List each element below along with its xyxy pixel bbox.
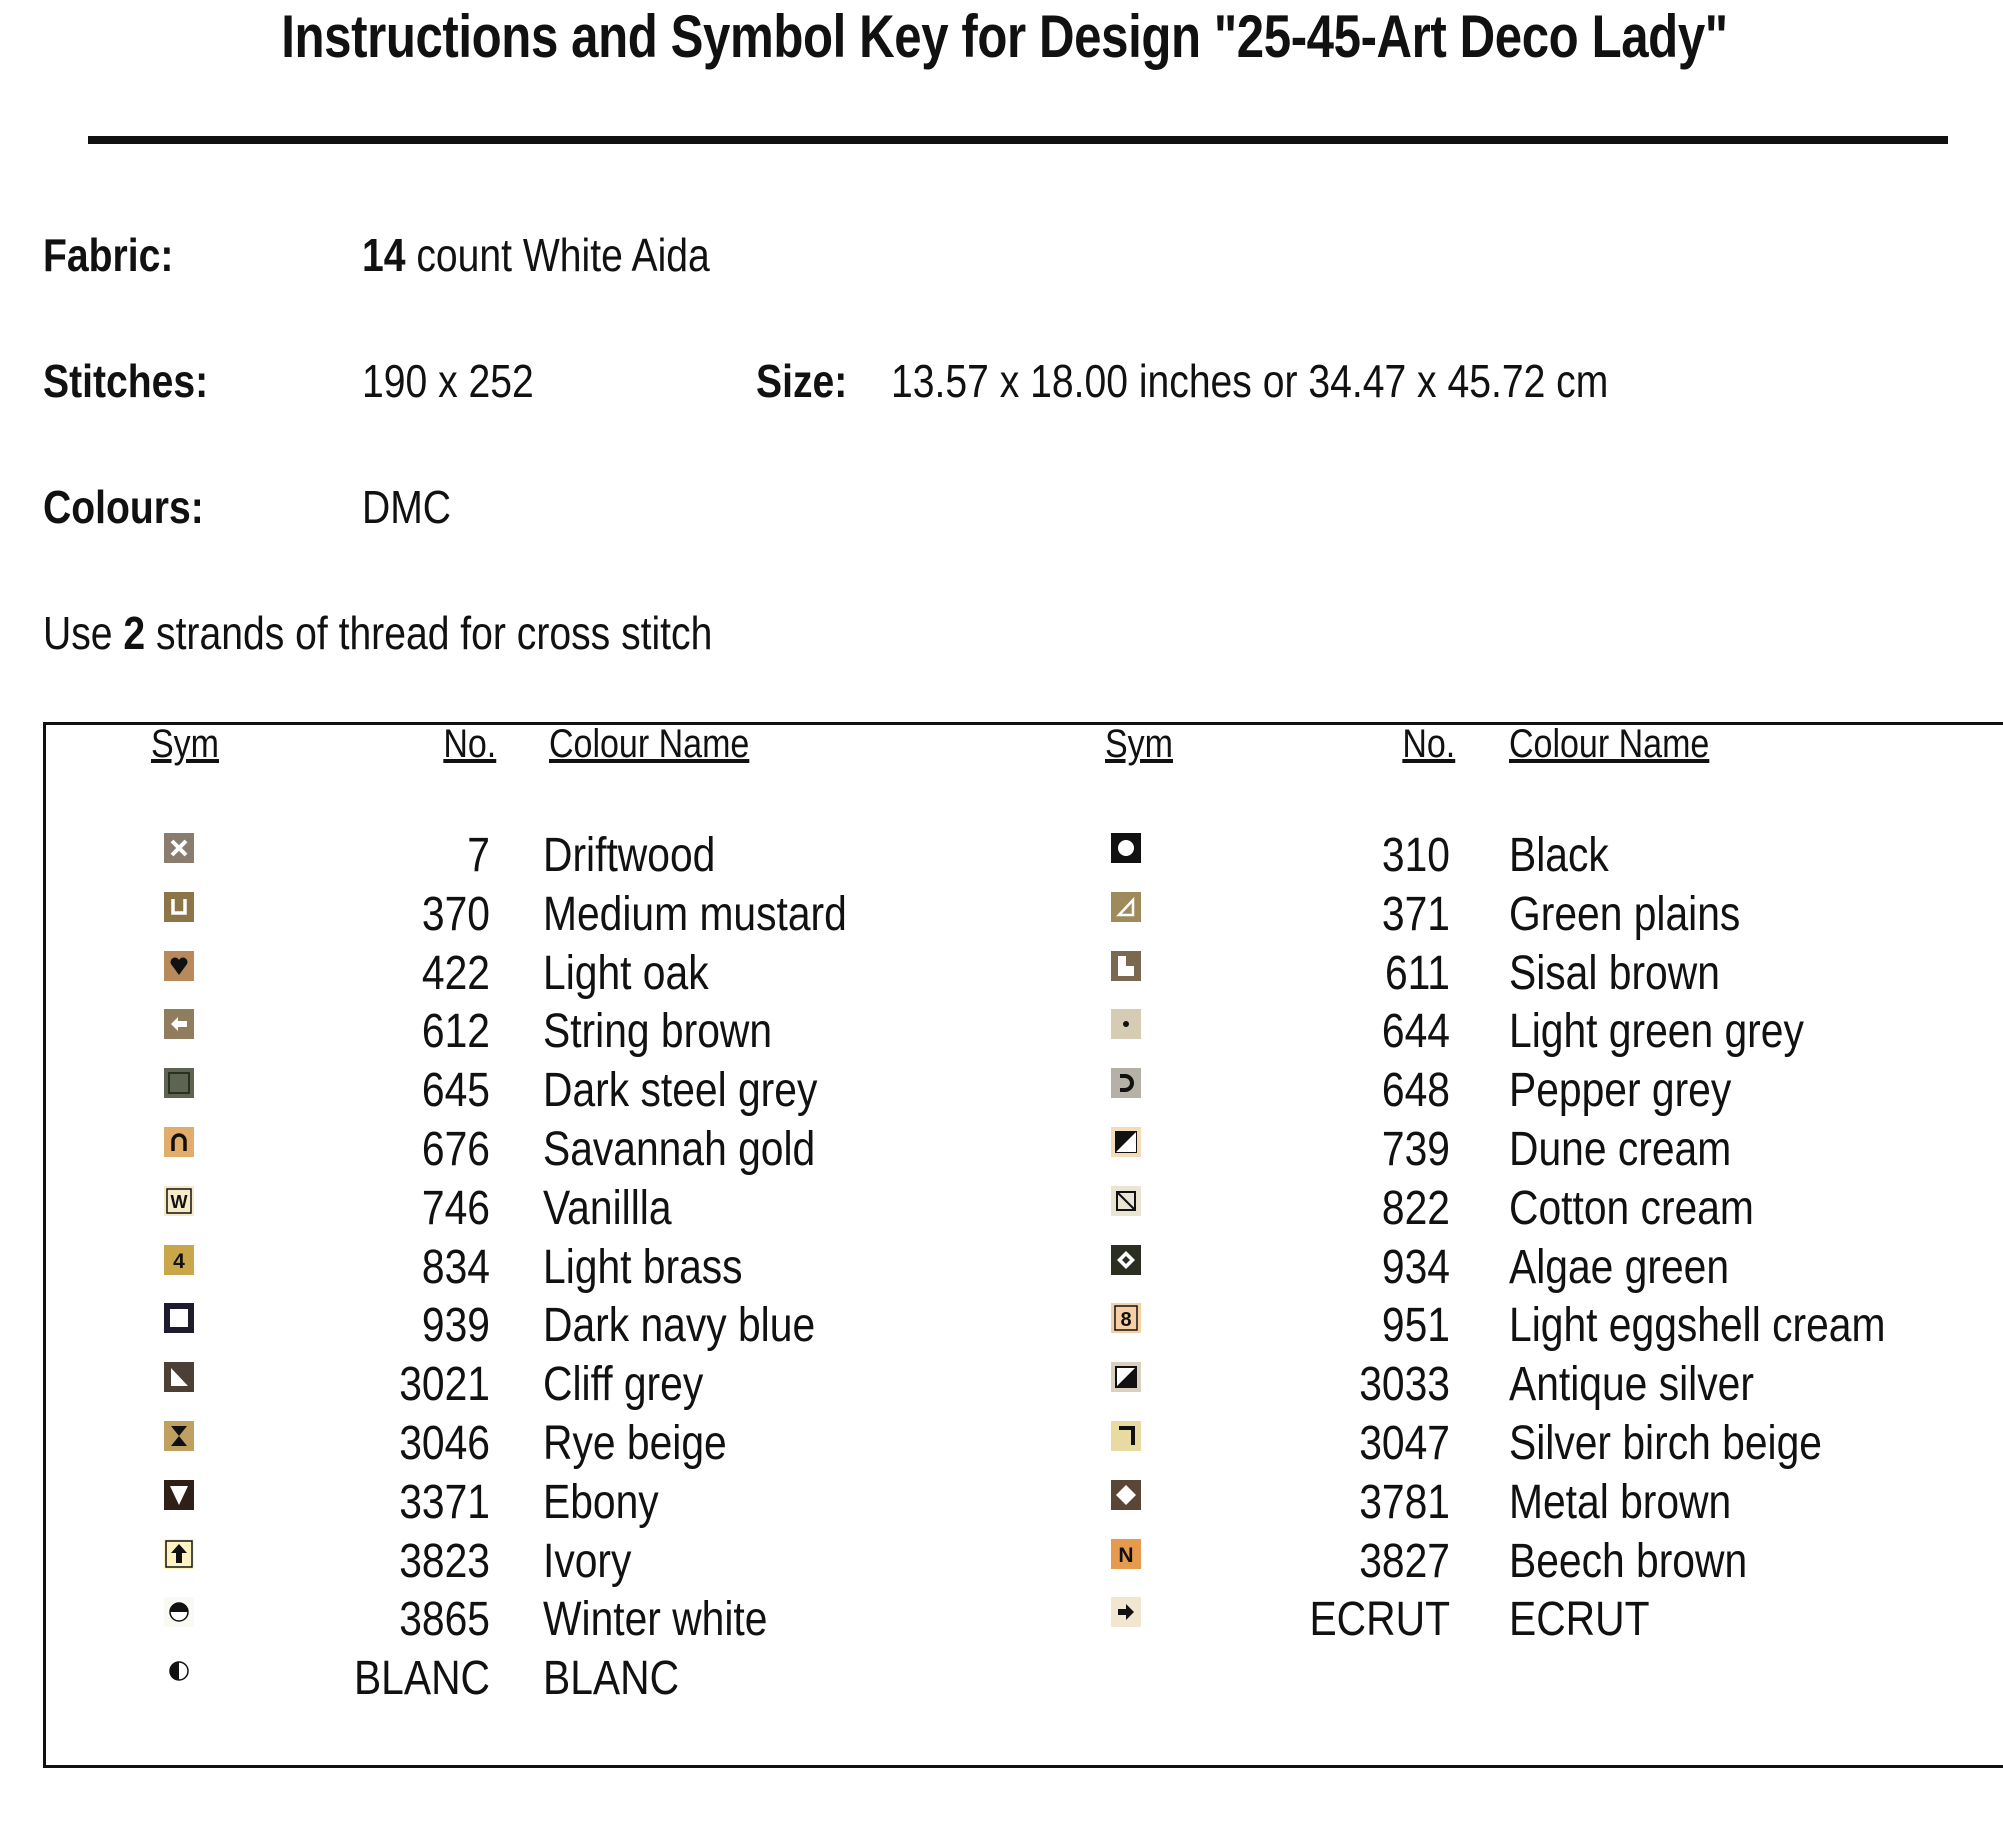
half-square-dark-icon — [1111, 1362, 1141, 1392]
arrow-up-icon — [164, 1539, 194, 1569]
triangle-corner-icon — [164, 1362, 194, 1392]
heart-icon — [164, 951, 194, 981]
diagonal-square-icon — [1111, 1186, 1141, 1216]
thread-number: 644 — [1381, 1005, 1450, 1059]
colour-name: Black — [1509, 829, 1609, 882]
colour-name: ECRUT — [1509, 1593, 1650, 1647]
svg-text:8: 8 — [1120, 1309, 1132, 1332]
colour-name: String brown — [543, 1005, 773, 1059]
thread-number: 3047 — [1359, 1417, 1450, 1470]
thread-number: 676 — [421, 1123, 490, 1176]
page-title: Instructions and Symbol Key for Design "25-45-Art Deco Lady" — [281, 3, 1728, 70]
colour-name: Algae green — [1509, 1240, 1730, 1294]
half-square-icon — [1111, 1127, 1141, 1157]
header-no-left: No. — [443, 722, 496, 766]
half-circle-top-icon — [164, 1597, 194, 1627]
colour-name: Ebony — [543, 1475, 659, 1529]
thread-number: 7 — [467, 829, 490, 882]
thread-number: 3781 — [1359, 1475, 1450, 1529]
size-label: Size: — [756, 355, 848, 407]
n-icon — [1111, 1539, 1141, 1569]
thread-number: 370 — [421, 887, 490, 941]
title-divider — [88, 136, 1948, 144]
colour-name: Silver birch beige — [1509, 1417, 1822, 1470]
hourglass-icon — [164, 1421, 194, 1451]
thread-number: 3046 — [399, 1417, 490, 1470]
colour-name: Pepper grey — [1509, 1064, 1732, 1118]
thread-number: 934 — [1381, 1240, 1450, 1294]
down-triangle-icon — [164, 1480, 194, 1510]
colour-name: Beech brown — [1509, 1534, 1748, 1588]
u-box-icon — [164, 892, 194, 922]
thread-number: 739 — [1381, 1123, 1450, 1176]
colour-name: Light brass — [543, 1240, 743, 1294]
colour-name: Sisal brown — [1509, 946, 1720, 1000]
colour-name: Vanillla — [543, 1181, 672, 1235]
thread-number: 612 — [421, 1005, 490, 1059]
header-sym-left: Sym — [151, 722, 219, 766]
corner-bracket-icon — [1111, 1421, 1141, 1451]
half-circle-left-icon — [164, 1656, 194, 1686]
thread-number: 422 — [421, 946, 490, 1000]
colour-name: Light oak — [543, 946, 709, 1000]
square-icon — [164, 1068, 194, 1098]
colour-name: Winter white — [543, 1593, 768, 1647]
colours-value: DMC — [362, 481, 452, 533]
thread-number: 822 — [1381, 1181, 1450, 1235]
thread-number: 834 — [421, 1240, 490, 1294]
thread-number: ECRUT — [1309, 1593, 1450, 1647]
eight-icon — [1111, 1303, 1141, 1333]
colour-name: BLANC — [543, 1652, 680, 1706]
strands-count: 2 — [123, 607, 146, 659]
header-colour-name-left: Colour Name — [549, 722, 750, 766]
l-shape-icon — [1111, 951, 1141, 981]
colour-name: Driftwood — [543, 829, 716, 882]
colour-name: Antique silver — [1509, 1358, 1754, 1412]
colour-name: Cliff grey — [543, 1358, 704, 1412]
w-icon — [164, 1186, 194, 1216]
colour-name: Medium mustard — [543, 887, 847, 941]
thread-number: BLANC — [353, 1652, 490, 1706]
strands-post: strands of thread for cross stitch — [145, 607, 713, 659]
stitches-value: 190 x 252 — [362, 355, 534, 407]
thread-number: 371 — [1381, 887, 1450, 941]
diamond-icon — [1111, 1480, 1141, 1510]
strands-pre: Use — [43, 607, 124, 659]
svg-text:W: W — [170, 1191, 188, 1212]
thread-number: 310 — [1381, 829, 1450, 882]
colour-name: Metal brown — [1509, 1475, 1732, 1529]
thread-number: 611 — [1384, 946, 1450, 1000]
colour-name: Ivory — [543, 1534, 632, 1588]
colours-label: Colours: — [43, 481, 204, 533]
circle-icon — [1111, 833, 1141, 863]
arch-icon — [164, 1127, 194, 1157]
size-value: 13.57 x 18.00 inches or 34.47 x 45.72 cm — [891, 355, 1609, 407]
thread-number: 3823 — [399, 1534, 490, 1588]
thread-number: 951 — [1381, 1299, 1450, 1353]
fabric-type: count White Aida — [405, 229, 710, 281]
thread-number: 648 — [1381, 1064, 1450, 1118]
x-icon — [164, 833, 194, 863]
colour-name: Green plains — [1509, 887, 1741, 941]
thread-number: 3021 — [399, 1358, 490, 1412]
colour-name: Rye beige — [543, 1417, 727, 1470]
diamond-outline-icon — [1111, 1245, 1141, 1275]
colour-name: Light green grey — [1509, 1005, 1804, 1059]
arrow-right-icon — [1111, 1597, 1141, 1627]
stitches-label: Stitches: — [43, 355, 209, 407]
small-triangle-icon — [1111, 892, 1141, 922]
reverse-c-icon — [1111, 1068, 1141, 1098]
svg-text:4: 4 — [173, 1249, 185, 1273]
thread-number: 939 — [421, 1299, 490, 1353]
four-icon — [164, 1245, 194, 1275]
colour-name: Dark navy blue — [543, 1299, 816, 1353]
thread-number: 3033 — [1359, 1358, 1450, 1412]
colour-name: Dark steel grey — [543, 1064, 818, 1118]
fabric-value — [362, 228, 710, 282]
header-colour-name-right: Colour Name — [1509, 722, 1710, 766]
strands-instruction — [43, 606, 712, 660]
dot-icon — [1111, 1009, 1141, 1039]
fabric-label: Fabric: — [43, 229, 174, 281]
arrow-left-icon — [164, 1009, 194, 1039]
svg-text:N: N — [1118, 1543, 1134, 1567]
thread-number: 3827 — [1359, 1534, 1450, 1588]
header-sym-right: Sym — [1105, 722, 1173, 766]
colour-name: Cotton cream — [1509, 1181, 1754, 1235]
fabric-count: 14 — [362, 229, 406, 281]
colour-name: Light eggshell cream — [1509, 1299, 1886, 1353]
thread-number: 645 — [421, 1064, 490, 1118]
open-square-icon — [164, 1303, 194, 1333]
thread-number: 746 — [421, 1181, 490, 1235]
thread-number: 3865 — [399, 1593, 490, 1647]
colour-name: Dune cream — [1509, 1123, 1732, 1176]
thread-number: 3371 — [399, 1475, 490, 1529]
header-no-right: No. — [1402, 722, 1455, 766]
colour-name: Savannah gold — [543, 1123, 816, 1176]
